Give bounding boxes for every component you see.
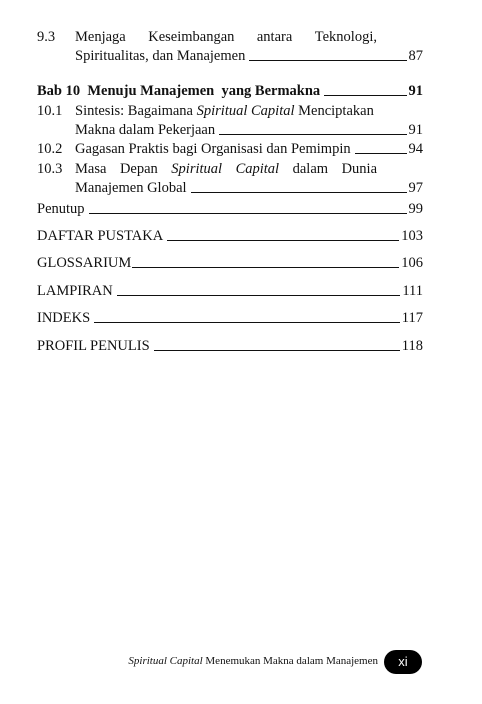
page-number: 91	[408, 83, 423, 99]
page-number: 97	[408, 180, 423, 196]
chapter-title: Bab 10 Menuju Manajemen yang Bermakna	[37, 83, 321, 99]
entry-title: GLOSSARIUM	[37, 255, 132, 271]
entry-title: INDEKS	[37, 310, 91, 326]
entry-number: 10.1	[37, 103, 63, 119]
title-text: Sintesis: Bagaimana	[75, 103, 197, 119]
dot-leader	[219, 134, 406, 135]
dot-leader	[191, 192, 407, 193]
toc-chapter-10	[37, 82, 423, 100]
page-number: 99	[408, 201, 423, 217]
toc-lampiran	[37, 282, 423, 300]
page-number: 106	[401, 255, 423, 271]
dot-leader	[132, 267, 399, 268]
footer-title-text: Menemukan Makna dalam Manajemen	[202, 655, 378, 667]
dot-leader	[89, 213, 407, 214]
entry-title-line-2: Spiritualitas, dan Manajemen	[75, 48, 246, 64]
toc-indeks	[37, 309, 423, 327]
page-number: 103	[401, 228, 423, 244]
word: Teknologi,	[314, 29, 377, 45]
dot-leader	[117, 295, 401, 296]
dot-leader	[324, 95, 406, 96]
entry-number: 10.2	[37, 141, 63, 157]
toc-daftar-pustaka	[37, 227, 423, 245]
dot-leader	[94, 322, 400, 323]
entry-title: LAMPIRAN	[37, 283, 113, 299]
title-emphasis: Spiritual Capital	[196, 103, 295, 119]
page-number: 111	[402, 283, 423, 299]
entry-title-line-1	[75, 160, 377, 178]
footer-title-emphasis: Spiritual Capital	[128, 655, 203, 667]
page-number: 87	[408, 48, 423, 64]
toc-profil-penulis	[37, 337, 423, 355]
dot-leader	[249, 60, 406, 61]
word: Dunia	[341, 161, 377, 177]
page-number: 117	[401, 310, 423, 326]
word: dalam	[292, 161, 329, 177]
dot-leader	[355, 153, 407, 154]
word: Keseimbangan	[148, 29, 235, 45]
word: antara	[256, 29, 293, 45]
page-number-badge: xi	[384, 650, 422, 674]
running-footer-title	[128, 655, 378, 667]
title-text: Menciptakan	[294, 103, 374, 119]
word: Menjaga	[75, 29, 126, 45]
entry-title: Penutup	[37, 201, 85, 217]
entry-number: 10.3	[37, 161, 63, 177]
page-number: 118	[401, 338, 423, 354]
toc-glossarium	[37, 254, 423, 272]
entry-title-line-2: Manajemen Global	[75, 180, 187, 196]
word-emphasis: Capital	[235, 161, 280, 177]
dot-leader	[154, 350, 400, 351]
word: Depan	[119, 161, 158, 177]
entry-title-line-1	[75, 28, 423, 46]
page-footer	[128, 650, 422, 674]
toc-penutup	[37, 200, 423, 218]
entry-title-line-1	[75, 102, 423, 120]
dot-leader	[167, 240, 399, 241]
entry-title-line-2: Makna dalam Pekerjaan	[75, 122, 216, 138]
entry-title: DAFTAR PUSTAKA	[37, 228, 164, 244]
word-emphasis: Spiritual	[171, 161, 223, 177]
entry-title: PROFIL PENULIS	[37, 338, 150, 354]
word: Masa	[75, 161, 107, 177]
entry-number: 9.3	[37, 29, 56, 45]
entry-title: Gagasan Praktis bagi Organisasi dan Pemimpin	[75, 141, 351, 157]
page-number: 91	[408, 122, 423, 138]
page-number: 94	[408, 141, 423, 157]
